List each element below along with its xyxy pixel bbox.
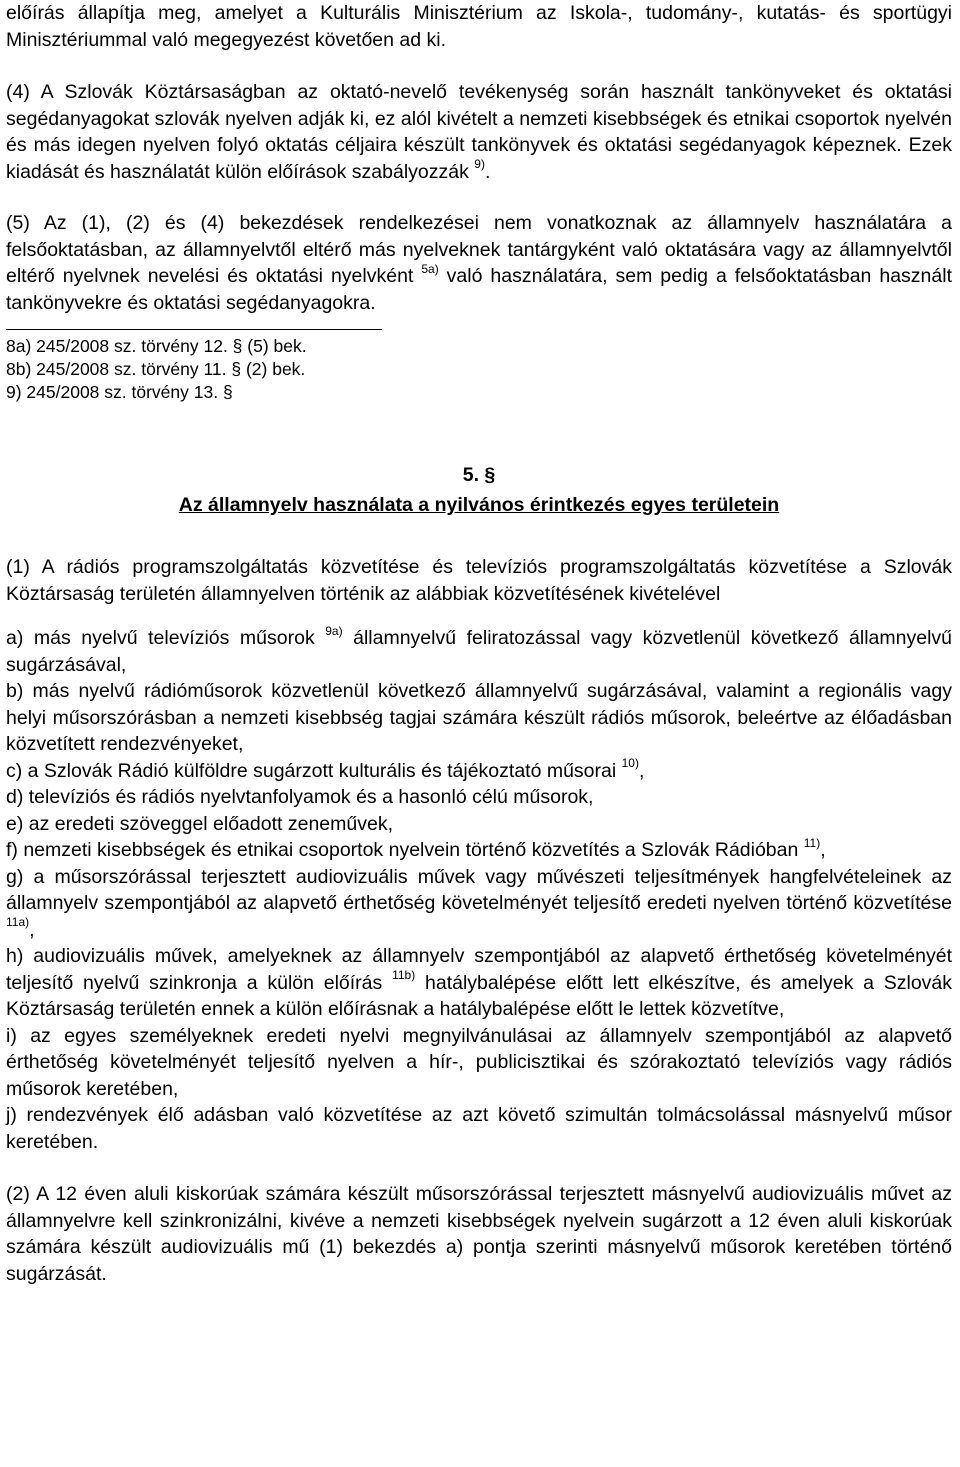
- paragraph-4-text: (4) A Szlovák Köztársaságban az oktató-nevelő tevékenység során használt tankönyveket és oktatási segédanyagokat szlovák nyelven adják ki, ez alól kivételt a nemzeti kisebbségek és etnikai csoportok nyelvén és más idegen nyelven folyó oktatás céljaira készült tankönyvek és oktatási segédanyagok képeznek. Ezek kiadását és használatát külön előírások szabályozzák: [6, 81, 952, 183]
- item-f-text: f) nemzeti kisebbségek és etnikai csoportok nyelvein történő közvetítés a Szlovák Rádióban: [6, 839, 799, 861]
- item-c-end: ,: [638, 759, 645, 782]
- list-item-f: [6, 837, 952, 864]
- list-item-a: [6, 625, 952, 678]
- paragraph-5-text-a: (5) Az (1), (2) és (4) bekezdések rendelkezései nem vonatkoznak az államnyelv használatára a felsőoktatásban, az államnyelvtől eltérő más nyelveknek tantárgyként való oktatására vagy az államnyelvtől eltérő nyelvnek nevelési és oktatási nyelvként: [6, 212, 952, 287]
- section-title: Az államnyelv használata a nyilvános érintkezés egyes területein: [178, 494, 780, 516]
- item-c-text: c) a Szlovák Rádió külföldre sugárzott kulturális és tájékoztató műsorai: [6, 759, 617, 782]
- subsection-2: (2) A 12 éven aluli kiskorúak számára készült műsorszórással terjesztett másnyelvű audiovizuális művet az államnyelvre kell szinkronizálni, kivéve a nemzeti kisebbségek nyelvein sugárzott a 12 éven aluli kiskorúak számára készült audiovizuális mű (1) bekezdés a) pontja szerinti másnyelvű műsorok keretében történő sugárzását.: [6, 1183, 952, 1285]
- item-a-text: a) más nyelvű televíziós műsorok: [6, 627, 315, 649]
- document-page: [6, 0, 952, 1287]
- continued-paragraph: előírás állapítja meg, amelyet a Kulturális Minisztérium az Iskola-, tudomány-, kutatás- és sportügyi Minisztériummal való megegyezést követően ad ki.: [6, 2, 952, 51]
- paragraph-5: [6, 210, 952, 316]
- footnotes: [6, 335, 952, 404]
- footnote-ref-10: 10): [621, 756, 639, 770]
- footnote-ref-9: 9): [474, 157, 485, 171]
- subsection-1-intro: (1) A rádiós programszolgáltatás közvetítése és televíziós programszolgáltatás közvetítése a Szlovák Köztársaság területén államnyelven történik az alábbiak közvetítésének kivételével: [6, 556, 952, 605]
- item-h-text: h) audiovizuális művek, amelyeknek az államnyelv szempontjából az alapvető érthetőség követelményét teljesítő nyelvű szinkronja a külön előírás: [6, 945, 952, 994]
- footnote-ref-11a: 11a): [6, 915, 30, 929]
- footnote-8a: 8a) 245/2008 sz. törvény 12. § (5) bek.: [6, 336, 307, 356]
- footnote-ref-11: 11): [803, 835, 821, 850]
- list-item-j: j) rendezvények élő adásban való közvetítése az azt követő szimultán tolmácsolással másnyelvű műsor keretében.: [6, 1104, 952, 1153]
- footnote-8b: 8b) 245/2008 sz. törvény 11. § (2) bek.: [6, 359, 306, 379]
- list-item-i: i) az egyes személyeknek eredeti nyelvi megnyilvánulásai az államnyelv szempontjából az alapvető érthetőség követelményét teljesítő nyelven a hír-, publicisztikai és szórakoztató televíziós vagy rádiós műsorok keretében,: [6, 1024, 952, 1100]
- footnote-ref-11b: 11b): [392, 968, 416, 982]
- footnote-ref-9a: 9a): [325, 623, 343, 638]
- paragraph-5-text-b: való használatára, sem pedig a felsőoktatásban használt tankönyvekre és oktatási segédanyagokra.: [6, 265, 953, 314]
- subsection-1-items: [6, 625, 952, 1155]
- item-g-text: g) a műsorszórással terjesztett audiovizuális művek vagy művészeti teljesítmények hangfelvételeinek az államnyelv szempontjából az alapvető érthetőség követelményét teljesítő eredeti nyelven történő közvetítése: [6, 865, 952, 914]
- footnote-ref-5a: 5a): [421, 261, 439, 276]
- footnote-9: 9) 245/2008 sz. törvény 13. §: [6, 382, 233, 402]
- paragraph-4-end: .: [484, 160, 491, 183]
- item-h-text-b: hatálybalépése előtt lett elkészítve, és amelyek a Szlovák Köztársaság területén ennek a külön előírásnak a hatálybalépése előtt le lettek közvetítve,: [6, 971, 953, 1020]
- item-a-text-b: államnyelvű feliratozással vagy közvetlenül következő államnyelvű sugárzásával,: [6, 627, 952, 676]
- list-item-b: b) más nyelvű rádióműsorok közvetlenül következő államnyelvű sugárzásával, valamint a regionális vagy helyi műsorszórásban a nemzeti kisebbség tagjai számára készült rádiós műsorok, beleértve az élőadásban közvetített rendezvényeket,: [6, 680, 952, 755]
- item-g-end: ,: [29, 918, 35, 941]
- list-item-c: [6, 758, 952, 785]
- list-item-h: [6, 943, 952, 1023]
- list-item-e: e) az eredeti szöveggel előadott zeneművek,: [6, 812, 393, 835]
- item-f-end: ,: [820, 839, 826, 861]
- section-number: 5. §: [462, 464, 496, 486]
- paragraph-4: [6, 79, 952, 185]
- list-item-g: [6, 864, 952, 944]
- list-item-d: d) televíziós és rádiós nyelvtanfolyamok és a hasonló célú műsorok,: [6, 786, 594, 808]
